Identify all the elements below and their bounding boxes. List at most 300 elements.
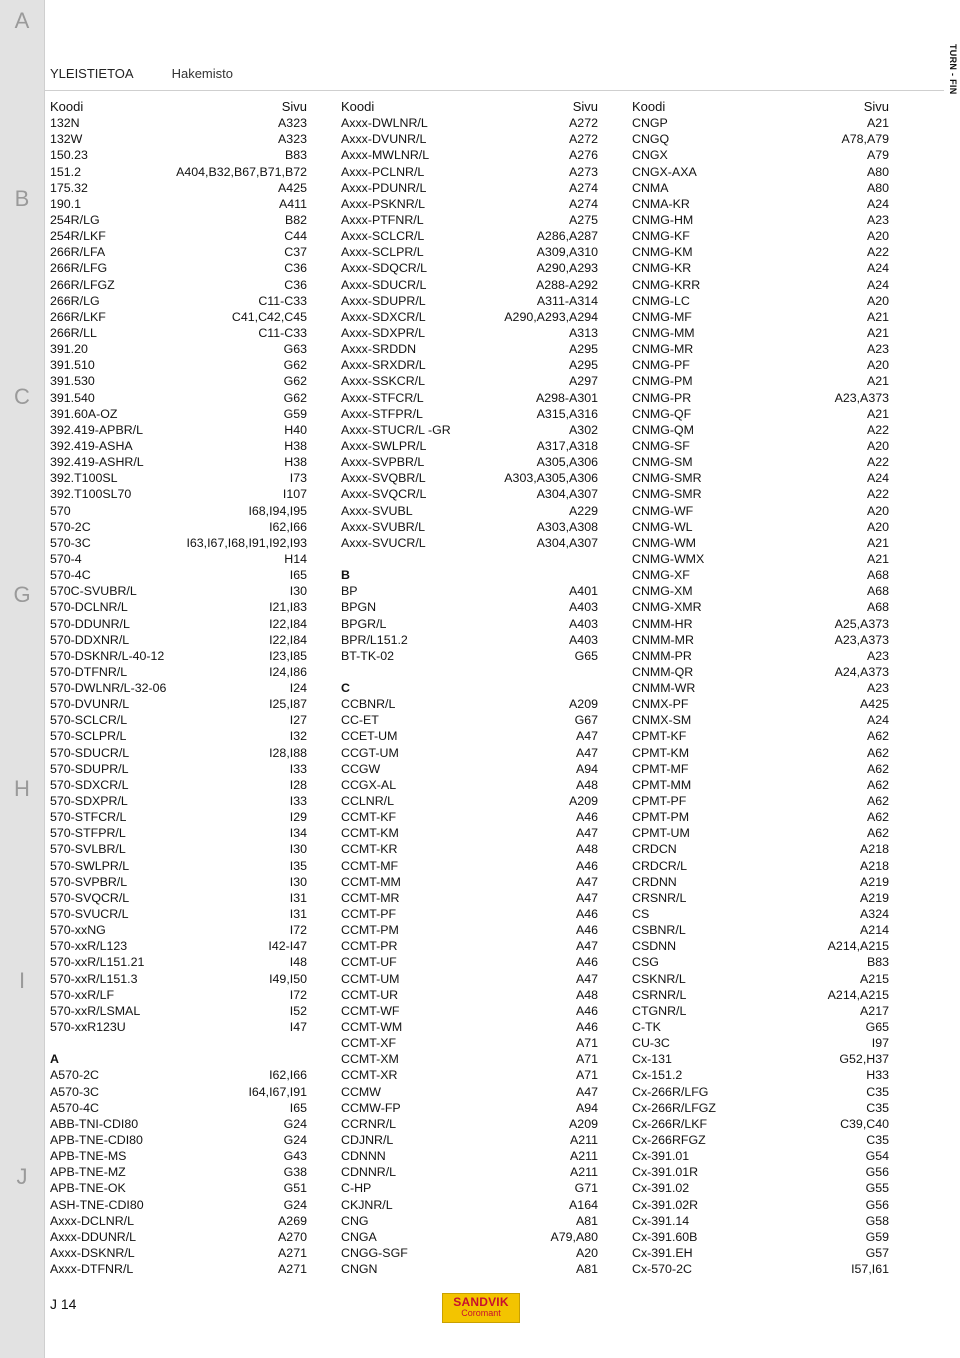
index-page: G67 <box>574 713 598 728</box>
index-code: 391.510 <box>50 358 95 373</box>
index-code: CNMG-MM <box>632 325 695 340</box>
index-row <box>632 632 889 648</box>
index-row <box>632 825 889 841</box>
index-page: I30 <box>289 874 307 889</box>
index-page: I68,I94,I95 <box>248 503 307 518</box>
index-row <box>50 1116 307 1132</box>
index-row <box>50 745 307 761</box>
index-page: A20 <box>575 1245 598 1260</box>
index-code: C-TK <box>632 1020 661 1035</box>
index-column-3 <box>632 99 889 1277</box>
index-row <box>50 1100 307 1116</box>
index-row <box>50 793 307 809</box>
index-row <box>341 1180 598 1196</box>
index-page: A21 <box>866 309 889 324</box>
index-page: I72 <box>289 987 307 1002</box>
index-code: BPR/L151.2 <box>341 632 408 647</box>
logo-subbrand: Coromant <box>461 1308 501 1318</box>
index-row <box>632 793 889 809</box>
index-page: A62 <box>866 777 889 792</box>
index-code: 570-STFPR/L <box>50 826 126 841</box>
index-page: A304,A307 <box>536 535 598 550</box>
index-code: 392.T100SL70 <box>50 487 132 502</box>
index-page: I28,I88 <box>269 745 307 760</box>
index-code: 570-xxR/LSMAL <box>50 1003 141 1018</box>
index-row <box>632 486 889 502</box>
index-code: CNMG-WF <box>632 503 694 518</box>
index-row <box>341 1164 598 1180</box>
index-page: A47 <box>575 971 598 986</box>
index-row <box>632 164 889 180</box>
header-divider <box>44 90 944 91</box>
index-row <box>632 1003 889 1019</box>
index-code: CNMM-PR <box>632 648 692 663</box>
index-code: CCMT-MR <box>341 890 400 905</box>
index-page: A214,A215 <box>827 987 889 1002</box>
index-row <box>341 244 598 260</box>
index-row <box>341 1261 598 1277</box>
index-page: A47 <box>575 1084 598 1099</box>
index-page: I25,I87 <box>269 697 307 712</box>
index-code: CCET-UM <box>341 729 398 744</box>
side-tab-letter: A <box>14 8 30 33</box>
index-row <box>632 390 889 406</box>
index-page: A274 <box>569 180 598 195</box>
index-row <box>50 115 307 131</box>
index-row <box>632 1261 889 1277</box>
index-code: 391.60A-OZ <box>50 406 118 421</box>
index-page: A305,A306 <box>536 455 598 470</box>
index-page: A269 <box>278 1213 307 1228</box>
index-page: I65 <box>289 568 307 583</box>
index-code: CNMA-KR <box>632 196 690 211</box>
index-page: G51 <box>283 1181 307 1196</box>
index-page: A219 <box>860 890 889 905</box>
index-row <box>341 632 598 648</box>
index-page: A46 <box>575 810 598 825</box>
index-code: 570-DWLNR/L-32-06 <box>50 681 167 696</box>
index-code: 392.419-ASHA <box>50 438 133 453</box>
index-code: 391.20 <box>50 342 88 357</box>
index-row <box>341 228 598 244</box>
index-code: Axxx-STFCR/L <box>341 390 424 405</box>
index-page: I24 <box>289 681 307 696</box>
index-code: Axxx-SVQCR/L <box>341 487 427 502</box>
index-code: 570-DDXNR/L <box>50 632 130 647</box>
index-row <box>632 616 889 632</box>
index-page: I47 <box>289 1020 307 1035</box>
index-page: H33 <box>866 1068 889 1083</box>
index-page: I97 <box>871 1036 889 1051</box>
index-row <box>50 1084 307 1100</box>
index-page: I48 <box>289 955 307 970</box>
index-page: A22 <box>866 487 889 502</box>
index-page: A47 <box>575 826 598 841</box>
index-row <box>50 1245 307 1261</box>
index-code: 150.23 <box>50 148 88 163</box>
index-page: A47 <box>575 939 598 954</box>
index-row <box>632 906 889 922</box>
index-row <box>50 1180 307 1196</box>
index-code: Axxx-SVPBR/L <box>341 455 425 470</box>
index-page: I22,I84 <box>269 632 307 647</box>
index-page: C36 <box>284 261 307 276</box>
index-row <box>632 503 889 519</box>
index-page: A272 <box>569 116 598 131</box>
index-page: A20 <box>866 519 889 534</box>
index-code: CDNNR/L <box>341 1165 397 1180</box>
index-row <box>50 535 307 551</box>
index-page: A271 <box>278 1245 307 1260</box>
index-row <box>341 809 598 825</box>
index-code: CCRNR/L <box>341 1116 397 1131</box>
index-page: A21 <box>866 325 889 340</box>
index-code: CNMG-QM <box>632 422 694 437</box>
index-page: A46 <box>575 858 598 873</box>
section-letter-row <box>50 1051 307 1067</box>
index-code: 570-DTFNR/L <box>50 664 128 679</box>
index-row <box>341 519 598 535</box>
index-code: Axxx-SRDDN <box>341 342 417 357</box>
index-code: 392.419-ASHR/L <box>50 455 144 470</box>
index-row <box>632 228 889 244</box>
index-row <box>632 874 889 890</box>
index-page: A275 <box>569 212 598 227</box>
index-row <box>50 680 307 696</box>
index-code: CNGN <box>341 1262 378 1277</box>
index-page: A21 <box>866 551 889 566</box>
index-code: CCGX-AL <box>341 777 397 792</box>
index-row <box>341 648 598 664</box>
index-code: CCMT-KR <box>341 842 398 857</box>
index-page: A211 <box>569 1165 598 1180</box>
index-page: G65 <box>574 648 598 663</box>
index-row <box>341 551 598 567</box>
index-page: B82 <box>284 212 307 227</box>
index-page: H40 <box>284 422 307 437</box>
index-row <box>50 1213 307 1229</box>
index-page: A425 <box>860 697 889 712</box>
index-page: A46 <box>575 923 598 938</box>
index-code: CCMW-FP <box>341 1100 401 1115</box>
index-page: A21 <box>866 116 889 131</box>
index-page: A403 <box>569 616 598 631</box>
index-row <box>341 599 598 615</box>
index-row <box>632 309 889 325</box>
index-row <box>341 212 598 228</box>
index-page: A20 <box>866 503 889 518</box>
index-row <box>50 599 307 615</box>
index-code: CNMG-XMR <box>632 600 702 615</box>
index-code: 570-DSKNR/L-40-12 <box>50 648 165 663</box>
index-code: CCMT-WF <box>341 1003 400 1018</box>
index-code: CU-3C <box>632 1036 670 1051</box>
index-page: A23 <box>866 342 889 357</box>
index-row <box>50 277 307 293</box>
index-row <box>50 922 307 938</box>
index-row <box>341 1148 598 1164</box>
index-page: A62 <box>866 761 889 776</box>
side-tab-letter: I <box>18 968 26 993</box>
header-page: Sivu <box>863 99 889 114</box>
index-code: CNMG-KRR <box>632 277 701 292</box>
index-code: C-HP <box>341 1181 372 1196</box>
index-row <box>632 567 889 583</box>
index-code: CNMX-SM <box>632 713 692 728</box>
index-code: 570-SVPBR/L <box>50 874 128 889</box>
index-row <box>632 357 889 373</box>
index-row <box>341 922 598 938</box>
index-code: 570-3C <box>50 535 91 550</box>
index-row <box>341 535 598 551</box>
index-row <box>632 696 889 712</box>
index-code: Cx-391.01 <box>632 1149 690 1164</box>
index-row <box>632 1132 889 1148</box>
index-page: I72 <box>289 923 307 938</box>
index-page: C36 <box>284 277 307 292</box>
index-code: CPMT-UM <box>632 826 690 841</box>
index-code: 266R/LG <box>50 293 100 308</box>
index-page: A303,A308 <box>536 519 598 534</box>
index-code: CNGG-SGF <box>341 1245 408 1260</box>
index-page: A21 <box>866 374 889 389</box>
index-code: Axxx-SDXPR/L <box>341 325 425 340</box>
index-row <box>632 1197 889 1213</box>
index-page: I34 <box>289 826 307 841</box>
index-page: I73 <box>289 471 307 486</box>
index-code: BT-TK-02 <box>341 648 395 663</box>
index-code: 132W <box>50 132 83 147</box>
index-page: I57,I61 <box>851 1262 889 1277</box>
index-code: 570-xxR/L151.21 <box>50 955 145 970</box>
index-code: CRSNR/L <box>632 890 687 905</box>
index-row <box>632 583 889 599</box>
index-page: H14 <box>284 551 307 566</box>
index-page: A274 <box>569 196 598 211</box>
index-row <box>50 712 307 728</box>
index-page: I31 <box>289 890 307 905</box>
index-code: Axxx-SDUPR/L <box>341 293 426 308</box>
index-row <box>341 1229 598 1245</box>
index-row <box>50 1261 307 1277</box>
index-code: CNMG-KF <box>632 229 690 244</box>
index-row <box>341 454 598 470</box>
index-code: CNMG-XM <box>632 584 693 599</box>
index-row <box>341 1116 598 1132</box>
index-code: CNMG-SMR <box>632 487 702 502</box>
index-page: A311-A314 <box>536 293 598 308</box>
index-code: CNMM-WR <box>632 681 696 696</box>
index-row <box>50 325 307 341</box>
index-code: 570-STFCR/L <box>50 810 127 825</box>
index-page: I35 <box>289 858 307 873</box>
index-row <box>632 1213 889 1229</box>
index-code: CCMW <box>341 1084 381 1099</box>
index-row <box>341 954 598 970</box>
index-page: H38 <box>284 455 307 470</box>
index-page: A21 <box>866 406 889 421</box>
index-code: CDNNN <box>341 1149 386 1164</box>
index-row <box>341 1067 598 1083</box>
index-row <box>341 825 598 841</box>
index-row <box>50 1035 307 1051</box>
index-code: CPMT-MF <box>632 761 689 776</box>
index-page: A215 <box>860 971 889 986</box>
index-row <box>50 551 307 567</box>
index-page: G71 <box>574 1181 598 1196</box>
index-page: G55 <box>865 1181 889 1196</box>
index-page: B83 <box>284 148 307 163</box>
index-row <box>632 858 889 874</box>
index-row <box>50 874 307 890</box>
column-header <box>632 99 889 115</box>
section-letter-row <box>341 680 598 696</box>
index-row <box>50 1197 307 1213</box>
index-page: A209 <box>569 794 598 809</box>
index-page: A20 <box>866 229 889 244</box>
index-code: CCMT-UM <box>341 971 400 986</box>
index-page: A46 <box>575 1020 598 1035</box>
index-page: A62 <box>866 810 889 825</box>
index-page: A276 <box>569 148 598 163</box>
index-page: A47 <box>575 745 598 760</box>
index-row <box>341 260 598 276</box>
index-row <box>50 761 307 777</box>
index-row <box>50 470 307 486</box>
index-page: G62 <box>283 358 307 373</box>
index-row <box>50 341 307 357</box>
index-row <box>50 454 307 470</box>
index-row <box>632 244 889 260</box>
logo-brand: SANDVIK <box>453 1295 509 1309</box>
index-code: CNMX-PF <box>632 697 689 712</box>
index-code: CNMG-MF <box>632 309 692 324</box>
index-page: I21,I83 <box>269 600 307 615</box>
index-row <box>50 858 307 874</box>
index-code: 266R/LKF <box>50 309 106 324</box>
index-row <box>341 874 598 890</box>
index-code: Cx-266R/LFGZ <box>632 1100 716 1115</box>
index-code: CPMT-PF <box>632 794 687 809</box>
index-row <box>341 1100 598 1116</box>
index-code: 570-xxR/L151.3 <box>50 971 138 986</box>
index-page: A23,A373 <box>834 390 889 405</box>
index-row <box>632 277 889 293</box>
index-row <box>341 906 598 922</box>
index-row <box>50 486 307 502</box>
index-row <box>341 341 598 357</box>
index-page: A24 <box>866 261 889 276</box>
index-code: C <box>341 681 350 696</box>
index-row <box>632 1067 889 1083</box>
index-code: CPMT-MM <box>632 777 692 792</box>
index-page: I42-I47 <box>268 939 307 954</box>
index-row <box>632 519 889 535</box>
index-page: G63 <box>283 342 307 357</box>
index-code: Axxx-SRXDR/L <box>341 358 426 373</box>
header-code: Koodi <box>50 99 84 114</box>
index-page: A47 <box>575 890 598 905</box>
index-row <box>50 1229 307 1245</box>
index-code: 570-SCLPR/L <box>50 729 127 744</box>
index-page: A78,A79 <box>841 132 889 147</box>
page-header <box>50 66 233 81</box>
index-row <box>632 212 889 228</box>
index-code: CCMT-PF <box>341 907 397 922</box>
index-row <box>50 648 307 664</box>
index-row <box>632 987 889 1003</box>
index-page: A411 <box>278 196 307 211</box>
index-row <box>50 131 307 147</box>
index-code: CKJNR/L <box>341 1197 393 1212</box>
index-row <box>341 422 598 438</box>
index-code: 254R/LG <box>50 212 100 227</box>
index-page: A425 <box>278 180 307 195</box>
index-code: CPMT-KF <box>632 729 687 744</box>
index-page: A288-A292 <box>535 277 598 292</box>
index-code: CNG <box>341 1213 369 1228</box>
index-code: CCMT-XR <box>341 1068 398 1083</box>
index-page: A24 <box>866 196 889 211</box>
index-page: A24 <box>866 471 889 486</box>
index-page: C35 <box>866 1100 889 1115</box>
index-code: CNMM-QR <box>632 664 694 679</box>
index-page: A23 <box>866 212 889 227</box>
page-number: J 14 <box>50 1296 77 1312</box>
index-row <box>632 712 889 728</box>
index-code: Cx-391.02 <box>632 1181 690 1196</box>
index-row <box>632 341 889 357</box>
index-page: C41,C42,C45 <box>231 309 307 324</box>
index-code: CTGNR/L <box>632 1003 687 1018</box>
index-code: CNMG-XF <box>632 568 690 583</box>
index-page: I31 <box>289 907 307 922</box>
index-code: CSG <box>632 955 659 970</box>
index-row <box>341 1213 598 1229</box>
index-row <box>50 293 307 309</box>
index-page: G24 <box>283 1116 307 1131</box>
index-code: CCGT-UM <box>341 745 399 760</box>
index-code: CC-ET <box>341 713 379 728</box>
index-code: Axxx-SCLPR/L <box>341 245 424 260</box>
index-code: Axxx-SDQCR/L <box>341 261 428 276</box>
index-row <box>341 438 598 454</box>
index-page: I62,I66 <box>269 1068 307 1083</box>
index-code: Cx-391.01R <box>632 1165 699 1180</box>
index-code: CCMT-WM <box>341 1020 403 1035</box>
index-page: I23,I85 <box>269 648 307 663</box>
index-page: I24,I86 <box>269 664 307 679</box>
index-page: A48 <box>575 842 598 857</box>
index-row <box>341 1084 598 1100</box>
index-row <box>632 325 889 341</box>
index-code: CCMT-PM <box>341 923 399 938</box>
index-page: I29 <box>289 810 307 825</box>
column-header <box>341 99 598 115</box>
index-code: 254R/LKF <box>50 229 106 244</box>
index-row <box>632 1116 889 1132</box>
index-code: CNGQ <box>632 132 670 147</box>
index-code: CCGW <box>341 761 381 776</box>
index-row <box>341 971 598 987</box>
index-page: I52 <box>289 1003 307 1018</box>
header-page: Sivu <box>572 99 598 114</box>
index-code: CNMG-QF <box>632 406 692 421</box>
index-code: CRDCR/L <box>632 858 688 873</box>
index-code: Cx-391.60B <box>632 1229 698 1244</box>
index-page: A272 <box>569 132 598 147</box>
side-tab-letter: B <box>14 186 30 211</box>
